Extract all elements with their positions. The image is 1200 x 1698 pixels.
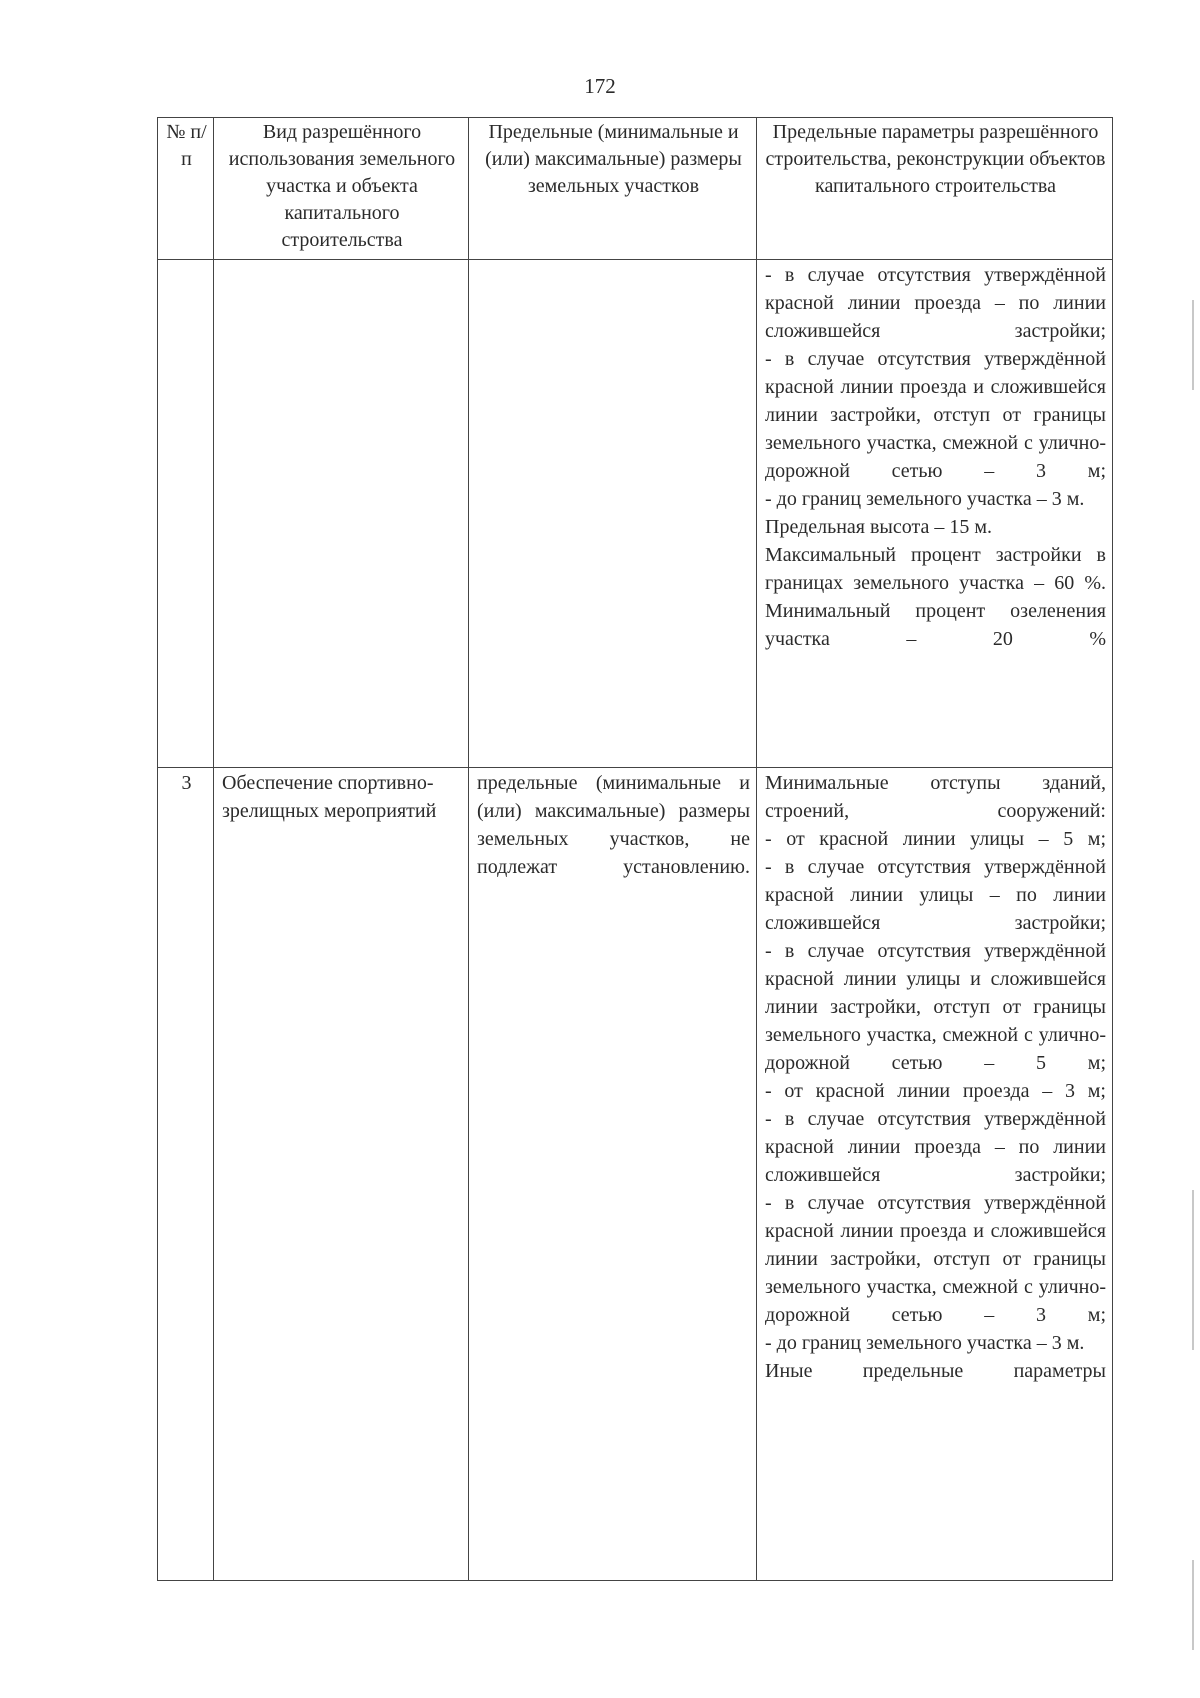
row-permitted-use [214, 260, 469, 768]
header-construction-parameters: Предельные параметры разрешённого строительства, реконструкции объектов капитального строительства [757, 118, 1113, 260]
param-line: - от красной линии проезда – 3 м; [765, 1080, 1106, 1102]
param-line: - в случае отсутствия утверждённой красной линии улицы – по линии сложившейся застройки; [765, 856, 1106, 934]
table-row [158, 768, 1113, 1581]
param-line: Минимальные отступы зданий, строений, сооружений: [765, 772, 1106, 822]
scan-edge-mark [1192, 1190, 1194, 1350]
row-construction-parameters [757, 768, 1113, 1581]
scan-edge-mark [1192, 1560, 1194, 1650]
plot-sizes-text: предельные (минимальные и (или) максимальные) размеры земельных участков, не подлежат установлению. [477, 772, 750, 878]
table-header-row [158, 118, 1113, 260]
row-permitted-use: Обеспечение спортивно-зрелищных мероприятий [214, 768, 469, 1581]
table-row [158, 260, 1113, 768]
param-line: - до границ земельного участка – 3 м. [765, 488, 1085, 510]
param-line: - в случае отсутствия утверждённой красной линии улицы и сложившейся линии застройки, отступ от границы земельного участка, смежной с улично-дорожной сетью – 5 м; [765, 940, 1106, 1074]
page-number: 172 [584, 74, 616, 98]
param-line: - в случае отсутствия утверждённой красной линии проезда и сложившейся линии застройки, отступ от границы земельного участка, смежной с улично-дорожной сетью – 3 м; [765, 348, 1106, 482]
row-plot-sizes [469, 260, 757, 768]
row-construction-parameters [757, 260, 1113, 768]
row-number: 3 [158, 768, 214, 1581]
regulations-table [157, 117, 1113, 1581]
param-line: Предельная высота – 15 м. [765, 516, 993, 538]
param-line: - в случае отсутствия утверждённой красной линии проезда – по линии сложившейся застройки; [765, 1108, 1106, 1186]
param-line: - от красной линии улицы – 5 м; [765, 828, 1106, 850]
param-line: Минимальный процент озеленения участка – 20 % [765, 600, 1106, 650]
param-line: - в случае отсутствия утверждённой красной линии проезда – по линии сложившейся застройки; [765, 264, 1106, 342]
header-number: № п/п [158, 118, 214, 260]
param-line: - до границ земельного участка – 3 м. [765, 1332, 1085, 1354]
param-line: Максимальный процент застройки в границах земельного участка – 60 %. [765, 544, 1106, 594]
header-plot-sizes: Предельные (минимальные и (или) максимальные) размеры земельных участков [469, 118, 757, 260]
param-line: - в случае отсутствия утверждённой красной линии проезда и сложившейся линии застройки, отступ от границы земельного участка, смежной с улично-дорожной сетью – 3 м; [765, 1192, 1106, 1326]
header-permitted-use: Вид разрешённого использования земельного участка и объекта капитального строительства [214, 118, 469, 260]
row-plot-sizes [469, 768, 757, 1581]
param-line: Иные предельные параметры [765, 1360, 1106, 1382]
row-number [158, 260, 214, 768]
scan-edge-mark [1192, 300, 1194, 390]
